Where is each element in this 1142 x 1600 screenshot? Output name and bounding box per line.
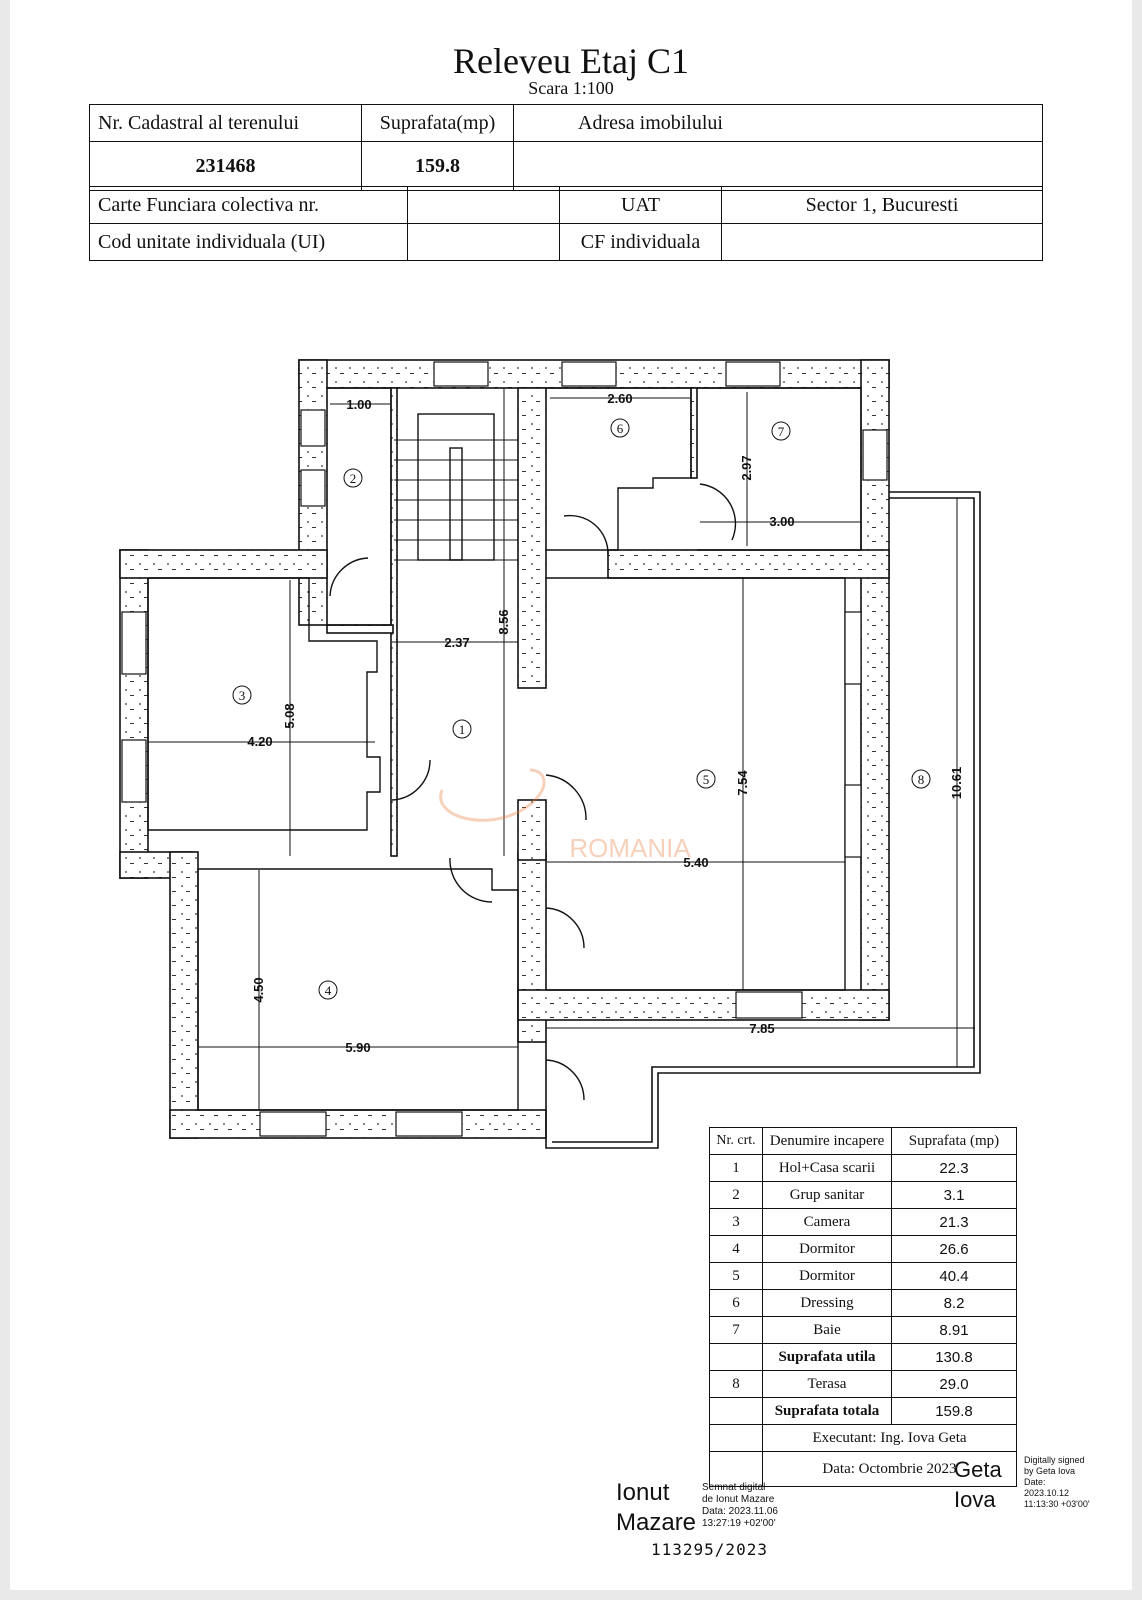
row-area: 21.3 bbox=[892, 1209, 1017, 1236]
dim-4-20: 4.20 bbox=[247, 734, 273, 749]
room-number-5: 5 bbox=[702, 772, 710, 787]
table-row-utila bbox=[710, 1344, 1017, 1371]
wall-stair-left bbox=[391, 388, 397, 856]
terasa-name: Terasa bbox=[763, 1371, 892, 1398]
wall-bottom-room5 bbox=[518, 990, 889, 1020]
table-row bbox=[710, 1263, 1017, 1290]
signature-left-name-2: Mazare bbox=[616, 1509, 697, 1536]
dim-7-54: 7.54 bbox=[735, 770, 750, 796]
room-number-7: 7 bbox=[777, 424, 785, 439]
rooms-table bbox=[709, 1127, 1017, 1487]
dim-3-00: 3.00 bbox=[769, 514, 795, 529]
area-label: Suprafata(mp) bbox=[362, 105, 514, 142]
wall-mid-upper bbox=[518, 388, 546, 688]
signature-left bbox=[616, 1478, 696, 1538]
wall-bottom-room4 bbox=[170, 1110, 546, 1138]
wall-left-room4 bbox=[170, 852, 198, 1138]
dim-5-40: 5.40 bbox=[683, 855, 709, 870]
scale-label: Scara 1:100 bbox=[528, 78, 614, 98]
row-area: 26.6 bbox=[892, 1236, 1017, 1263]
room-number-2: 2 bbox=[349, 471, 357, 486]
table-row bbox=[710, 1209, 1017, 1236]
sig-right-line: by Geta Iova bbox=[1024, 1466, 1076, 1476]
signature-right bbox=[954, 1455, 1002, 1515]
row-name: Dressing bbox=[763, 1290, 892, 1317]
table-row bbox=[710, 1236, 1017, 1263]
cf-colectiva-label: Carte Funciara colectiva nr. bbox=[90, 187, 408, 224]
totala-value: 159.8 bbox=[892, 1398, 1017, 1425]
room-number-4: 4 bbox=[324, 983, 332, 998]
sig-left-line: Semnat digital bbox=[702, 1482, 766, 1493]
row-nr: 6 bbox=[710, 1290, 763, 1317]
dim-2-60: 2.60 bbox=[607, 391, 633, 406]
row-area: 8.2 bbox=[892, 1290, 1017, 1317]
row-area: 3.1 bbox=[892, 1182, 1017, 1209]
room-number-circles bbox=[233, 419, 930, 999]
cadastral-value: 231468 bbox=[90, 142, 362, 191]
terrace bbox=[546, 492, 980, 1148]
room-number-6: 6 bbox=[616, 421, 624, 436]
dim-5-08: 5.08 bbox=[282, 703, 297, 729]
terasa-area: 29.0 bbox=[892, 1371, 1017, 1398]
table-row bbox=[710, 1317, 1017, 1344]
date-text: Data: Octombrie 2023 bbox=[763, 1452, 1017, 1487]
dim-4-50: 4.50 bbox=[251, 977, 266, 1003]
dim-8-56: 8.56 bbox=[496, 609, 511, 635]
row-name: Hol+Casa scarii bbox=[763, 1155, 892, 1182]
sig-right-line: Date: bbox=[1024, 1477, 1046, 1487]
signature-right-details bbox=[1024, 1455, 1090, 1510]
row-name: Dormitor bbox=[763, 1236, 892, 1263]
row-nr: 2 bbox=[710, 1182, 763, 1209]
room-number-1: 1 bbox=[458, 722, 466, 737]
row-area: 40.4 bbox=[892, 1263, 1017, 1290]
row-nr: 1 bbox=[710, 1155, 763, 1182]
row-name: Dormitor bbox=[763, 1263, 892, 1290]
watermark-text: ROMANIA bbox=[569, 833, 691, 863]
dim-5-90: 5.90 bbox=[345, 1040, 371, 1055]
cf-individuala-label: CF individuala bbox=[560, 224, 722, 261]
cadastral-label: Nr. Cadastral al terenului bbox=[90, 105, 362, 142]
dim-1-00: 1.00 bbox=[346, 397, 372, 412]
terasa-nr: 8 bbox=[710, 1371, 763, 1398]
sig-right-line: Digitally signed bbox=[1024, 1455, 1085, 1465]
wall-bath-room3 bbox=[327, 625, 393, 633]
row-name: Camera bbox=[763, 1209, 892, 1236]
document-sheet bbox=[10, 0, 1132, 1590]
rooms-header-nr: Nr. crt. bbox=[710, 1128, 763, 1155]
signature-right-name-2: Iova bbox=[954, 1487, 996, 1512]
signature-left-details bbox=[702, 1482, 778, 1530]
signature-left-name-1: Ionut bbox=[616, 1479, 670, 1506]
uat-value: Sector 1, Bucuresti bbox=[722, 187, 1043, 224]
row-area: 8.91 bbox=[892, 1317, 1017, 1344]
dim-2-97: 2.97 bbox=[739, 455, 754, 481]
row-nr: 5 bbox=[710, 1263, 763, 1290]
sig-left-line: Data: 2023.11.06 bbox=[702, 1506, 778, 1517]
uat-label: UAT bbox=[560, 187, 722, 224]
area-value: 159.8 bbox=[362, 142, 514, 191]
registration-number: 113295/2023 bbox=[651, 1540, 768, 1559]
row-nr: 3 bbox=[710, 1209, 763, 1236]
table-row-totala bbox=[710, 1398, 1017, 1425]
room-number-3: 3 bbox=[238, 688, 246, 703]
row-name: Grup sanitar bbox=[763, 1182, 892, 1209]
signature-right-name-1: Geta bbox=[954, 1457, 1002, 1482]
dim-10-61: 10.61 bbox=[949, 766, 964, 800]
table-row bbox=[710, 1182, 1017, 1209]
sig-right-line: 2023.10.12 bbox=[1024, 1488, 1070, 1498]
stair-steps bbox=[394, 440, 518, 560]
page-title: Releveu Etaj C1 bbox=[453, 41, 689, 81]
wall-top-room3 bbox=[120, 550, 327, 578]
dim-2-37: 2.37 bbox=[444, 635, 470, 650]
row-name: Baie bbox=[763, 1317, 892, 1344]
table-row bbox=[710, 1155, 1017, 1182]
utila-label: Suprafata utila bbox=[763, 1344, 892, 1371]
cod-ui-label: Cod unitate individuala (UI) bbox=[90, 224, 408, 261]
sig-right-line: 11:13:30 +03'00' bbox=[1024, 1499, 1090, 1509]
wall-under-dressing bbox=[608, 550, 889, 578]
rooms-header-name: Denumire incapere bbox=[763, 1128, 892, 1155]
row-nr: 7 bbox=[710, 1317, 763, 1344]
table-row bbox=[710, 1290, 1017, 1317]
row-area: 22.3 bbox=[892, 1155, 1017, 1182]
totala-label: Suprafata totala bbox=[763, 1398, 892, 1425]
row-nr: 4 bbox=[710, 1236, 763, 1263]
rooms-header-area: Suprafata (mp) bbox=[892, 1128, 1017, 1155]
utila-value: 130.8 bbox=[892, 1344, 1017, 1371]
sig-left-line: 13:27:19 +02'00' bbox=[702, 1518, 776, 1529]
watermark bbox=[441, 770, 692, 863]
floor-plan bbox=[10, 0, 1132, 1160]
sig-left-line: de Ionut Mazare bbox=[702, 1494, 775, 1505]
dim-7-85: 7.85 bbox=[749, 1021, 775, 1036]
address-label: Adresa imobilului bbox=[514, 105, 1043, 142]
room-number-8: 8 bbox=[917, 772, 925, 787]
wall-dressing-bath bbox=[691, 388, 697, 478]
table-row-terasa bbox=[710, 1371, 1017, 1398]
wall-left-room3 bbox=[120, 550, 148, 878]
executant-text: Executant: Ing. Iova Geta bbox=[763, 1425, 1017, 1452]
